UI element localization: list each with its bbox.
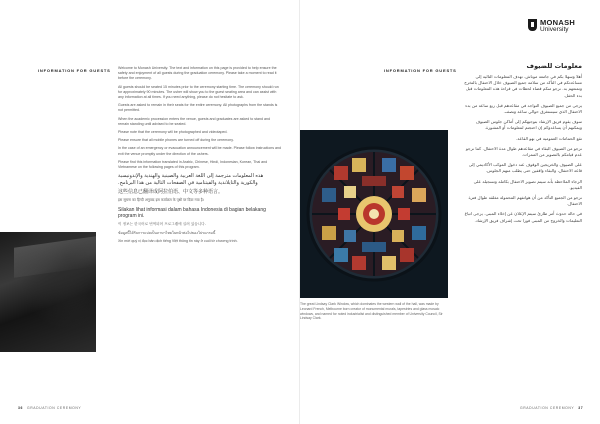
- arabic-paragraph: على الضيوف والخريجين الوقوف عند دخول الموكب الأكاديمي إلى قاعة الاحتفال، والبقاء واقفين حتى يطلب منهم الجلوس.: [468, 162, 582, 174]
- arabic-paragraph: يرجى من جميع الضيوف التواجد في مقاعدهم قبل ربع ساعة من بدء الاحتفال الذي سيستغرق حوالي ساعة ونصف.: [465, 102, 582, 115]
- dark-ceremony-photo: [0, 232, 96, 352]
- translation-vietnamese: Xin mời quý vị đọc bản dịch tiếng Việt thông tin này ở cuối tờ chương trình.: [118, 238, 238, 243]
- left-folio: [18, 406, 81, 410]
- guest-info-body: [118, 66, 282, 247]
- section-label: INFORMATION FOR GUESTS: [384, 68, 457, 73]
- page-number: 36: [18, 406, 23, 410]
- stained-glass-window-photo: [300, 130, 448, 298]
- photo-caption: The great Lindsay Clark Window, which dominates the western wall of the hall, was made by Leonard French, Melbourne born creator of monumental murals, tapestries and glass mosaic windows, and named for noted industrialist and distinguished member of University Council, Sir Lindsay Clark.: [300, 302, 443, 321]
- crest-icon: [528, 19, 537, 31]
- stained-glass-window-illustration: [300, 130, 448, 298]
- translation-korean: 이 정보는 한국어로 번역되어 프로그램에 실려 있습니다.: [118, 222, 206, 227]
- translation-indonesian: Silakan lihat informasi dalam bahasa Indonesia di bagian belakang program ini.: [118, 206, 266, 220]
- folio-title: GRADUATION CEREMONY: [26, 406, 82, 410]
- arabic-paragraph: نرجو من الضيوف البقاء في مقاعدهم طوال مدة الاحتفال. كما نرجو عدم قيامكم بالتصوير من الممرات.: [465, 145, 582, 158]
- arabic-paragraph: الرجاء الملاحظة بأنه سيتم تصوير الاحتفال بكامله وتسجيله على الفيديو.: [473, 178, 582, 190]
- info-paragraph: Welcome to Monash University. The text and information on this page is provided to help ensure the safety and enjoyment of all guests during the graduation ceremony. Please take a moment to read it before the ceremony.: [118, 66, 277, 81]
- section-label: INFORMATION FOR GUESTS: [38, 68, 111, 73]
- folio-title: GRADUATION CEREMONY: [520, 406, 575, 410]
- arabic-paragraph: سوف يقوم فريق الإرشاد بتوجيهكم إلى أماكن جلوس الضيوف ويمكنهم أن يساعدوكم إن احتجتم لمعلومات أو المشورة.: [475, 119, 582, 131]
- translation-hindi: इस सूचना का हिन्दी अनुवाद इस कार्यक्रम के पृष्ठों पर दिया गया है।: [118, 198, 204, 203]
- page-number: 37: [578, 406, 584, 410]
- monash-logo: [528, 18, 576, 38]
- translation-arabic: هذه المعلومات مترجمة إلى اللغة العربية والصينية والهندية والإندونيسية والكورية والتايلاندية والفيتنامية في الصفحات التالية من هذا البرنامج.: [118, 173, 264, 186]
- arabic-paragraph: تقع الحمامات العمومية في بهو القاعة.: [516, 135, 582, 141]
- arabic-guest-info: [462, 74, 582, 228]
- info-paragraph: In the case of an emergency or evacuation announcement will be made. Please follow instructions and exit the venue promptly under the direction of the ushers.: [118, 146, 282, 156]
- translation-thai: ข้อมูลนี้ได้รับการแปลเป็นภาษาไทยในหน้าต่อไปของโปรแกรมนี้: [118, 230, 216, 235]
- arabic-paragraph: أهلا وسهلا بكم في جامعة موناش. تهدف المعلومات التالية إلى مساعدتكم في التأكد من سلامة جميع الضيوف خلال الاحتفال بالتخرج وتمتعهم به. نرجو منكم قضاء لحظات في قراءة هذه المعلومات قبل بدء الحفل.: [464, 74, 582, 98]
- logo-wordmark: MONASH: [540, 18, 576, 27]
- info-paragraph: Please note that the ceremony will be photographed and videotaped.: [118, 130, 228, 135]
- arabic-paragraph: نرجو من الجميع التأكد من أن هواتفهم المحمولة مغلقة طوال فترة الاحتفال.: [468, 195, 582, 207]
- arabic-heading: معلومات للضيوف: [526, 62, 582, 70]
- right-folio: [520, 406, 583, 410]
- info-paragraph: Please find this information translated in Arabic, Chinese, Hindi, Indonesian, Korean, Thai and Vietnamese on the following pages of this program.: [118, 159, 268, 170]
- info-paragraph: Guests are asked to remain in their seats for the entire ceremony. All photographs from the stands is not permitted.: [118, 103, 278, 113]
- info-paragraph: When the academic procession enters the venue, guests and graduates are asked to stand and remain standing until advised to be seated.: [118, 116, 271, 126]
- arabic-paragraph: في حالة حدوث أمر طارئ سيتم الإعلان عن إخلاء المبنى. يرجى اتباع التعليمات والخروج من المبنى فورا تحت إشراف فريق الإرشاد.: [464, 211, 582, 223]
- info-paragraph: All guests should be seated 15 minutes prior to the ceremony starting time. The ceremony should run for approximately 90 minutes. The usher will show you to the guest seating area and can assist with any information at all times. If you need anything, please do not hesitate to ask.: [118, 84, 279, 100]
- translation-chinese: 这些信息已翻译成阿拉伯语、中文等多种语言。: [118, 189, 224, 196]
- logo-subtitle: University: [540, 26, 569, 33]
- info-paragraph: Please ensure that all mobile phones are turned off during the ceremony.: [118, 138, 234, 143]
